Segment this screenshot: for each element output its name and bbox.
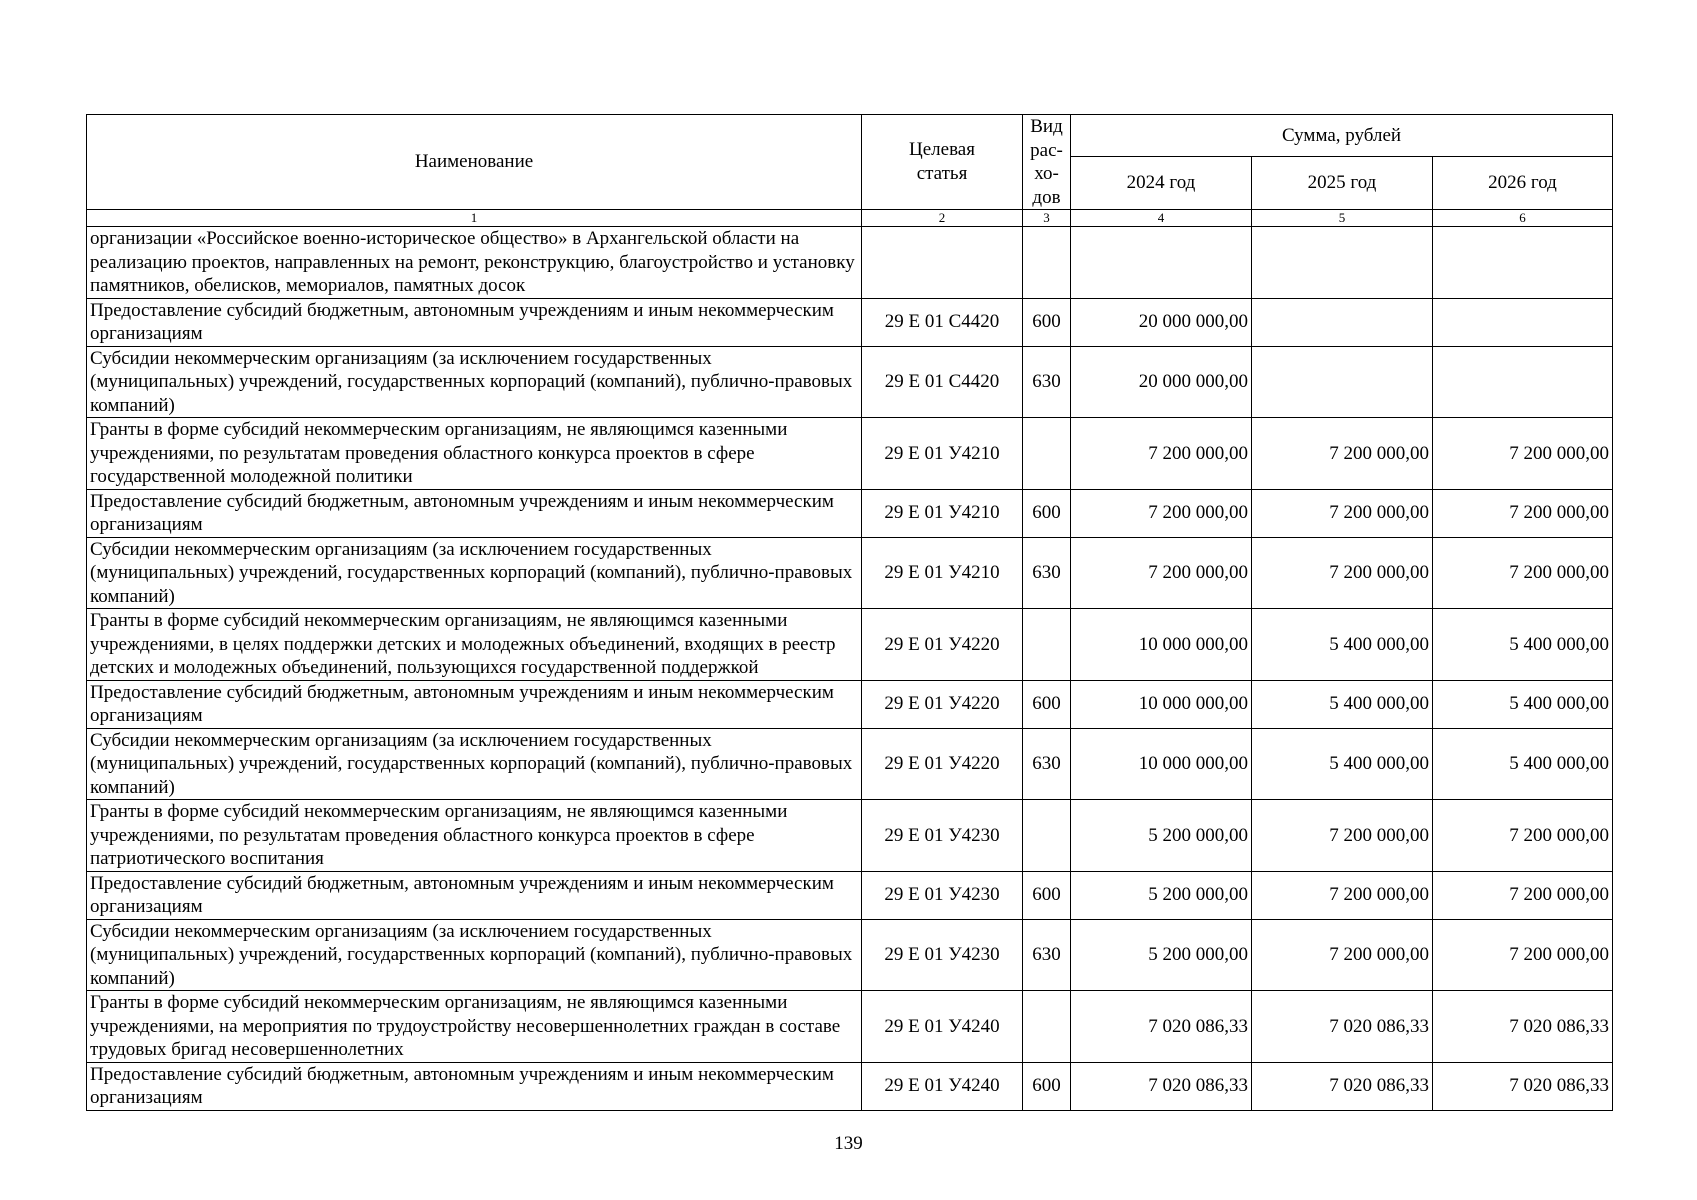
row-amount-2026 — [1433, 227, 1613, 299]
table-row — [87, 1062, 1613, 1110]
row-amount-2026: 7 200 000,00 — [1433, 919, 1613, 991]
row-amount-2026: 7 200 000,00 — [1433, 418, 1613, 490]
row-amount-2024: 20 000 000,00 — [1071, 298, 1252, 346]
row-amount-2024: 10 000 000,00 — [1071, 680, 1252, 728]
row-amount-2025: 5 400 000,00 — [1252, 728, 1433, 800]
row-amount-2026: 7 200 000,00 — [1433, 800, 1613, 872]
row-amount-2025: 7 200 000,00 — [1252, 537, 1433, 609]
header-year-2026: 2026 год — [1433, 157, 1613, 210]
row-expense-type: 600 — [1023, 489, 1071, 537]
row-amount-2025 — [1252, 227, 1433, 299]
row-target-article: 29 Е 01 У4230 — [862, 919, 1023, 991]
row-expense-type: 630 — [1023, 728, 1071, 800]
row-target-article — [862, 227, 1023, 299]
row-name: Гранты в форме субсидий некоммерческим организациям, не являющимся казенными учреждениями, по результатам проведения областного конкурса проектов в сфере патриотического воспитания — [87, 800, 862, 872]
row-target-article: 29 Е 01 С4420 — [862, 346, 1023, 418]
row-amount-2026: 7 200 000,00 — [1433, 489, 1613, 537]
row-name: Предоставление субсидий бюджетным, автономным учреждениям и иным некоммерческим организациям — [87, 871, 862, 919]
col-number: 3 — [1023, 210, 1071, 227]
table-body — [87, 227, 1613, 1111]
row-name: Субсидии некоммерческим организациям (за исключением государственных (муниципальных) учреждений, государственных корпораций (компаний), публично-правовых компаний) — [87, 346, 862, 418]
row-target-article: 29 Е 01 У4220 — [862, 609, 1023, 681]
row-name: Гранты в форме субсидий некоммерческим организациям, не являющимся казенными учреждениями, по результатам проведения областного конкурса проектов в сфере государственной молодежной политики — [87, 418, 862, 490]
row-amount-2024: 7 020 086,33 — [1071, 991, 1252, 1063]
row-target-article: 29 Е 01 У4230 — [862, 871, 1023, 919]
row-amount-2025: 7 020 086,33 — [1252, 1062, 1433, 1110]
row-name: Гранты в форме субсидий некоммерческим организациям, не являющимся казенными учреждениями, на мероприятия по трудоустройству несовершеннолетних граждан в составе трудовых бригад несовершеннолетних — [87, 991, 862, 1063]
row-name: организации «Российское военно-историческое общество» в Архангельской области на реализацию проектов, направленных на ремонт, реконструкцию, благоустройство и установку памятников, обелисков, мемориалов, памятных досок — [87, 227, 862, 299]
page-number: 139 — [834, 1133, 863, 1154]
row-name: Субсидии некоммерческим организациям (за исключением государственных (муниципальных) учреждений, государственных корпораций (компаний), публично-правовых компаний) — [87, 728, 862, 800]
row-amount-2025: 7 020 086,33 — [1252, 991, 1433, 1063]
row-target-article: 29 Е 01 У4210 — [862, 489, 1023, 537]
row-amount-2026: 5 400 000,00 — [1433, 680, 1613, 728]
row-name: Субсидии некоммерческим организациям (за исключением государственных (муниципальных) учреждений, государственных корпораций (компаний), публично-правовых компаний) — [87, 919, 862, 991]
budget-table — [86, 114, 1613, 1111]
row-target-article: 29 Е 01 У4240 — [862, 991, 1023, 1063]
row-amount-2026: 7 020 086,33 — [1433, 1062, 1613, 1110]
table-row — [87, 680, 1613, 728]
table-row — [87, 298, 1613, 346]
row-expense-type — [1023, 991, 1071, 1063]
table-row — [87, 489, 1613, 537]
header-sum: Сумма, рублей — [1071, 115, 1613, 157]
row-amount-2025: 7 200 000,00 — [1252, 871, 1433, 919]
table-row — [87, 346, 1613, 418]
header-target-article-text: Целевая статья — [909, 139, 975, 184]
row-target-article: 29 Е 01 У4230 — [862, 800, 1023, 872]
row-name: Гранты в форме субсидий некоммерческим организациям, не являющимся казенными учреждениями, в целях поддержки детских и молодежных объединений, входящих в реестр детских и молодежных объединений, пользующихся государственной поддержкой — [87, 609, 862, 681]
row-expense-type: 600 — [1023, 680, 1071, 728]
row-expense-type: 630 — [1023, 919, 1071, 991]
col-number: 6 — [1433, 210, 1613, 227]
row-expense-type: 630 — [1023, 537, 1071, 609]
table-row — [87, 227, 1613, 299]
table-row — [87, 418, 1613, 490]
row-expense-type: 600 — [1023, 871, 1071, 919]
row-amount-2024: 5 200 000,00 — [1071, 800, 1252, 872]
table-row — [87, 537, 1613, 609]
table-row — [87, 728, 1613, 800]
row-expense-type: 600 — [1023, 298, 1071, 346]
row-amount-2024: 5 200 000,00 — [1071, 871, 1252, 919]
row-target-article: 29 Е 01 У4240 — [862, 1062, 1023, 1110]
row-name: Предоставление субсидий бюджетным, автономным учреждениям и иным некоммерческим организациям — [87, 298, 862, 346]
row-expense-type — [1023, 800, 1071, 872]
header-expense-type-text: Вид рас-хо-дов — [1030, 116, 1063, 208]
row-amount-2024: 5 200 000,00 — [1071, 919, 1252, 991]
row-amount-2024: 7 200 000,00 — [1071, 418, 1252, 490]
row-amount-2024: 10 000 000,00 — [1071, 609, 1252, 681]
row-amount-2024 — [1071, 227, 1252, 299]
row-expense-type — [1023, 609, 1071, 681]
column-numbers-row — [87, 210, 1613, 227]
row-amount-2026: 7 020 086,33 — [1433, 991, 1613, 1063]
row-expense-type — [1023, 227, 1071, 299]
header-expense-type — [1023, 115, 1071, 210]
col-number: 5 — [1252, 210, 1433, 227]
row-name: Предоставление субсидий бюджетным, автономным учреждениям и иным некоммерческим организациям — [87, 1062, 862, 1110]
row-target-article: 29 Е 01 У4220 — [862, 728, 1023, 800]
table-row — [87, 609, 1613, 681]
row-target-article: 29 Е 01 У4210 — [862, 537, 1023, 609]
header-year-2024: 2024 год — [1071, 157, 1252, 210]
table-row — [87, 800, 1613, 872]
row-name: Предоставление субсидий бюджетным, автономным учреждениям и иным некоммерческим организациям — [87, 489, 862, 537]
row-expense-type — [1023, 418, 1071, 490]
col-number: 2 — [862, 210, 1023, 227]
row-amount-2025: 7 200 000,00 — [1252, 919, 1433, 991]
row-amount-2024: 7 200 000,00 — [1071, 537, 1252, 609]
header-name: Наименование — [87, 115, 862, 210]
header-year-2025: 2025 год — [1252, 157, 1433, 210]
row-amount-2025: 7 200 000,00 — [1252, 418, 1433, 490]
row-amount-2026: 7 200 000,00 — [1433, 537, 1613, 609]
row-target-article: 29 Е 01 С4420 — [862, 298, 1023, 346]
row-amount-2025 — [1252, 346, 1433, 418]
row-name: Субсидии некоммерческим организациям (за исключением государственных (муниципальных) учреждений, государственных корпораций (компаний), публично-правовых компаний) — [87, 537, 862, 609]
row-amount-2025 — [1252, 298, 1433, 346]
row-amount-2024: 20 000 000,00 — [1071, 346, 1252, 418]
row-target-article: 29 Е 01 У4220 — [862, 680, 1023, 728]
row-amount-2026: 7 200 000,00 — [1433, 871, 1613, 919]
row-amount-2026: 5 400 000,00 — [1433, 728, 1613, 800]
row-amount-2024: 10 000 000,00 — [1071, 728, 1252, 800]
row-target-article: 29 Е 01 У4210 — [862, 418, 1023, 490]
table-row — [87, 991, 1613, 1063]
row-amount-2025: 7 200 000,00 — [1252, 800, 1433, 872]
row-expense-type: 600 — [1023, 1062, 1071, 1110]
table-row — [87, 871, 1613, 919]
row-amount-2025: 5 400 000,00 — [1252, 609, 1433, 681]
col-number: 1 — [87, 210, 862, 227]
row-amount-2025: 5 400 000,00 — [1252, 680, 1433, 728]
row-amount-2024: 7 020 086,33 — [1071, 1062, 1252, 1110]
col-number: 4 — [1071, 210, 1252, 227]
row-amount-2025: 7 200 000,00 — [1252, 489, 1433, 537]
row-expense-type: 630 — [1023, 346, 1071, 418]
row-amount-2026: 5 400 000,00 — [1433, 609, 1613, 681]
row-name: Предоставление субсидий бюджетным, автономным учреждениям и иным некоммерческим организациям — [87, 680, 862, 728]
row-amount-2024: 7 200 000,00 — [1071, 489, 1252, 537]
row-amount-2026 — [1433, 298, 1613, 346]
table-row — [87, 919, 1613, 991]
row-amount-2026 — [1433, 346, 1613, 418]
header-target-article — [862, 115, 1023, 210]
